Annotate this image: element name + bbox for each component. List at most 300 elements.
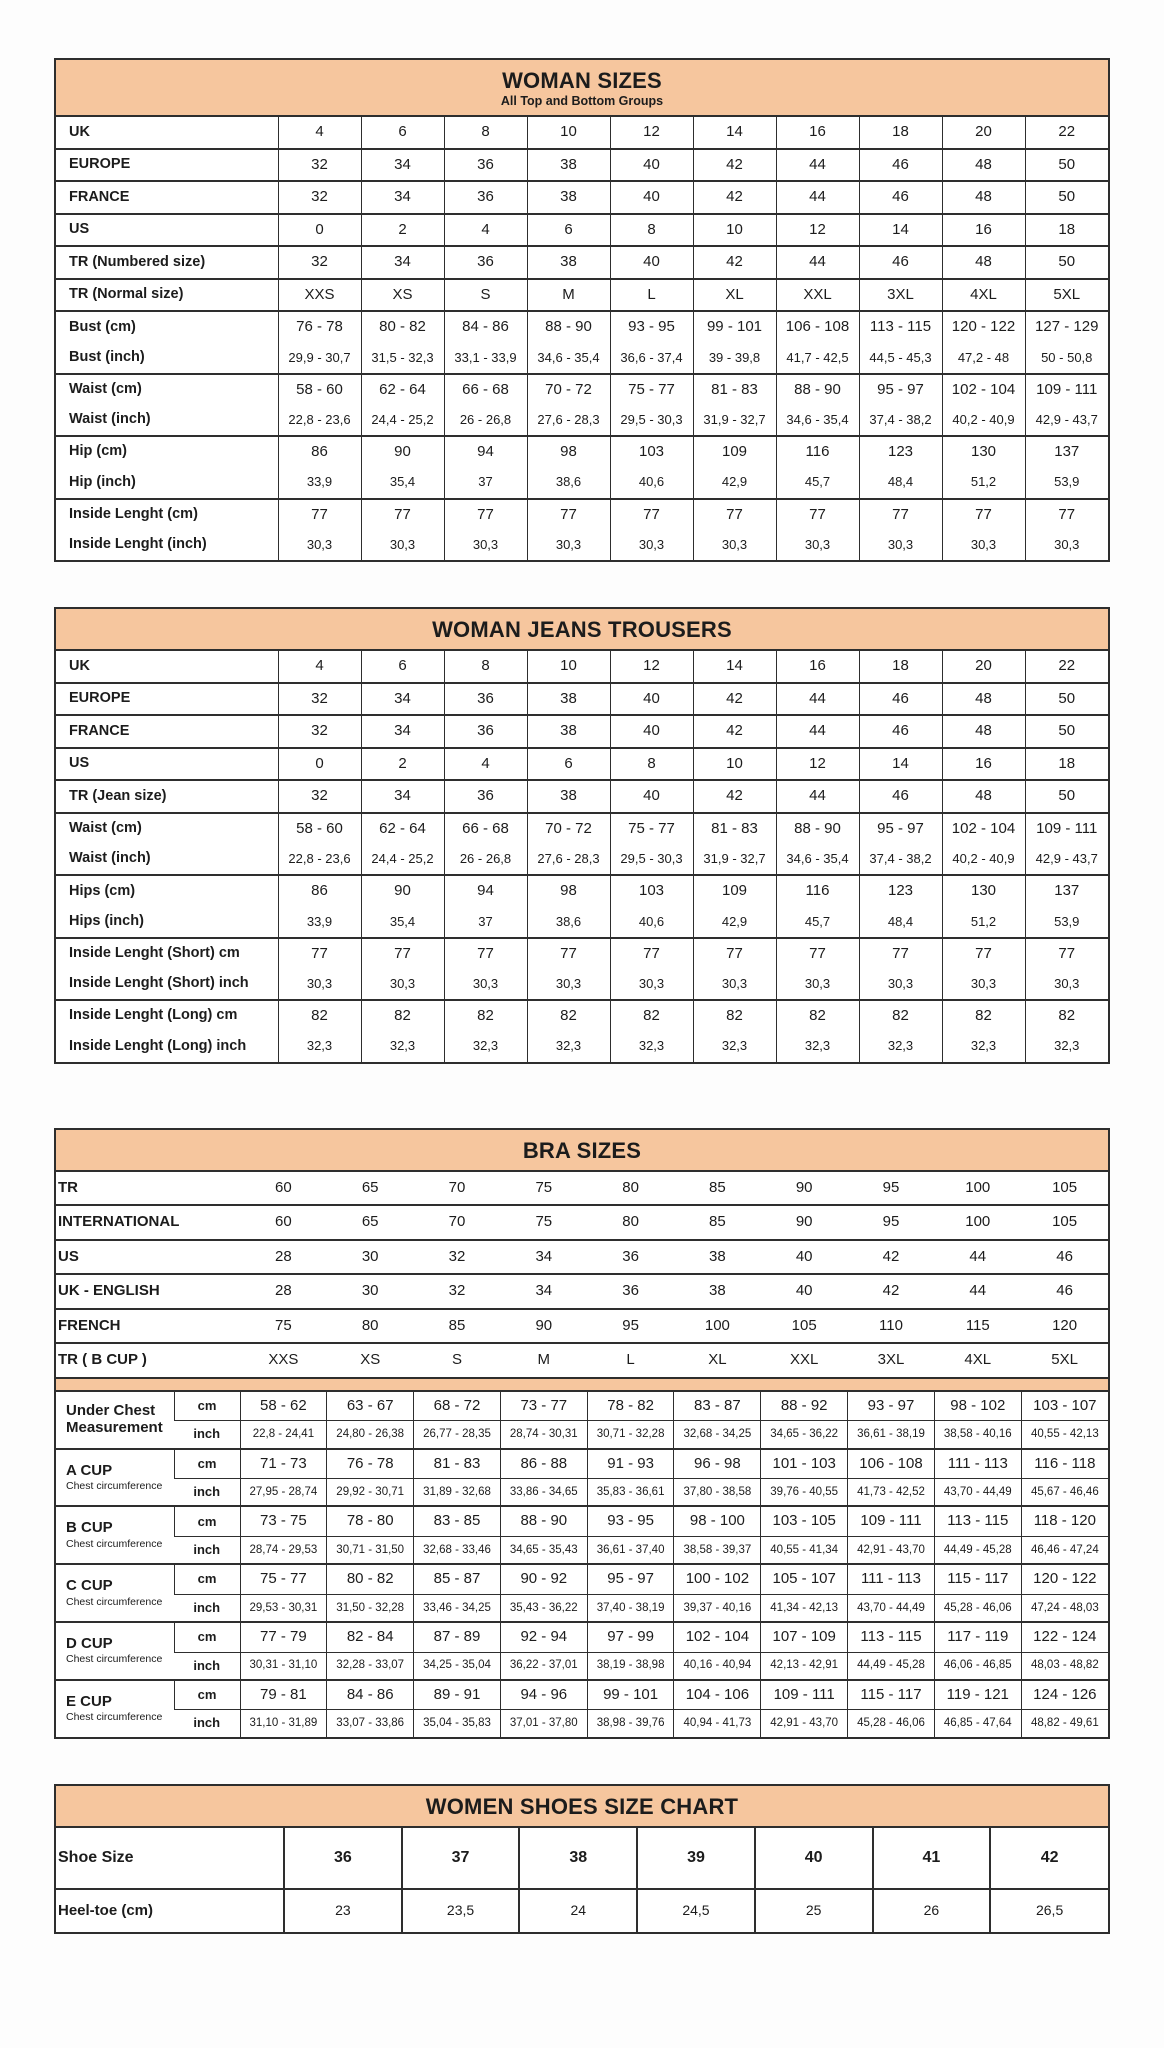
- size-cell: 18: [859, 117, 942, 149]
- size-cell: 38,19 - 38,98: [587, 1652, 674, 1680]
- size-cell: 98 - 100: [674, 1506, 761, 1536]
- size-cell: 86 - 88: [500, 1449, 587, 1479]
- size-cell: 12: [610, 651, 693, 683]
- table-row: [56, 181, 1108, 214]
- size-cell: 32: [278, 715, 361, 748]
- row-label: Bust (inch): [69, 348, 145, 365]
- size-cell: 42: [990, 1828, 1108, 1889]
- size-cell: 53,9: [1025, 907, 1108, 938]
- table-row: [56, 149, 1108, 182]
- size-cell: 87 - 89: [414, 1622, 501, 1652]
- size-cell: 34: [361, 715, 444, 748]
- size-cell: 65: [361, 1178, 379, 1196]
- size-cell: 32,3: [444, 1032, 527, 1062]
- size-cell: 44: [969, 1247, 987, 1265]
- row-label: US: [58, 1247, 79, 1265]
- size-cell: 34,65 - 36,22: [761, 1421, 848, 1449]
- row-label: US: [69, 221, 90, 238]
- size-cell: XXS: [268, 1351, 299, 1369]
- cup-label: [56, 1506, 174, 1564]
- size-cell: 66 - 68: [444, 813, 527, 845]
- size-cell: 24,5: [637, 1889, 755, 1933]
- size-cell: 14: [693, 651, 776, 683]
- size-cell: S: [451, 1351, 462, 1369]
- size-cell: 120 - 122: [942, 311, 1025, 343]
- size-cell: 71 - 73: [240, 1449, 327, 1479]
- size-cell: 30,3: [361, 530, 444, 560]
- size-cell: 30,3: [444, 530, 527, 560]
- size-cell: 40,6: [610, 468, 693, 499]
- size-cell: 77: [361, 499, 444, 531]
- size-cell: 111 - 113: [934, 1449, 1021, 1479]
- size-cell: 25: [755, 1889, 873, 1933]
- size-cell: 99 - 101: [587, 1680, 674, 1710]
- size-cell: 94 - 96: [500, 1680, 587, 1710]
- size-cell: 32: [278, 246, 361, 279]
- size-cell: 28: [275, 1282, 292, 1300]
- size-cell: 53,9: [1025, 468, 1108, 499]
- size-cell: 39,76 - 40,55: [761, 1479, 848, 1507]
- size-cell: 75: [535, 1178, 553, 1196]
- cup-subtitle: Chest circumference: [66, 1537, 163, 1550]
- size-cell: 42: [882, 1282, 900, 1300]
- size-cell: 40,55 - 42,13: [1021, 1421, 1108, 1449]
- table-row: [56, 875, 1108, 907]
- bra-header: [56, 1130, 1108, 1172]
- size-cell: 46: [859, 181, 942, 214]
- size-cell: 66 - 68: [444, 374, 527, 406]
- size-cell: 47,2 - 48: [942, 343, 1025, 374]
- size-cell: 4: [444, 214, 527, 247]
- table-row: [56, 1479, 1108, 1507]
- size-cell: 50: [1025, 780, 1108, 813]
- size-cell: 100: [965, 1213, 991, 1231]
- size-cell: 20: [942, 117, 1025, 149]
- size-cell: 18: [1025, 214, 1108, 247]
- size-cell: 34: [535, 1282, 553, 1300]
- jeans-section: [54, 607, 1110, 1064]
- size-cell: 75 - 77: [610, 374, 693, 406]
- size-cell: 32,3: [942, 1032, 1025, 1062]
- size-cell: 93 - 97: [848, 1392, 935, 1421]
- size-cell: 73 - 77: [500, 1392, 587, 1421]
- bra-top-grid: [56, 1172, 1108, 1377]
- unit-label: inch: [174, 1710, 240, 1737]
- size-cell: 22,8 - 24,41: [240, 1421, 327, 1449]
- size-cell: 77: [942, 938, 1025, 970]
- size-cell: 36: [444, 246, 527, 279]
- cup-subtitle: Chest circumference: [66, 1711, 163, 1724]
- table-row: [56, 813, 1108, 845]
- size-cell: 117 - 119: [934, 1622, 1021, 1652]
- size-cell: 10: [527, 651, 610, 683]
- size-cell: 24: [519, 1889, 637, 1933]
- size-cell: 37: [402, 1828, 520, 1889]
- size-cell: 26 - 26,8: [444, 405, 527, 436]
- row-label: UK - ENGLISH: [58, 1282, 160, 1300]
- size-cell: 36,22 - 37,01: [500, 1652, 587, 1680]
- size-cell: 127 - 129: [1025, 311, 1108, 343]
- size-cell: 81 - 83: [693, 374, 776, 406]
- table-row: [56, 214, 1108, 247]
- size-cell: 30,31 - 31,10: [240, 1652, 327, 1680]
- size-cell: 42,9: [693, 907, 776, 938]
- size-cell: 79 - 81: [240, 1680, 327, 1710]
- size-cell: 28: [275, 1247, 292, 1265]
- size-cell: 38,58 - 40,16: [934, 1421, 1021, 1449]
- size-cell: 42: [693, 715, 776, 748]
- size-cell: 122 - 124: [1021, 1622, 1108, 1652]
- size-cell: 44: [776, 181, 859, 214]
- size-cell: XXS: [278, 279, 361, 312]
- size-cell: L: [610, 279, 693, 312]
- size-cell: 103 - 107: [1021, 1392, 1108, 1421]
- size-cell: 137: [1025, 436, 1108, 468]
- size-cell: 42,9: [693, 468, 776, 499]
- size-cell: 50: [1025, 715, 1108, 748]
- shoes-header: [56, 1786, 1108, 1828]
- size-cell: 30,3: [859, 969, 942, 1000]
- size-cell: 38: [527, 149, 610, 182]
- size-cell: 8: [444, 117, 527, 149]
- size-cell: 26 - 26,8: [444, 844, 527, 875]
- size-cell: 33,86 - 34,65: [500, 1479, 587, 1507]
- unit-label: inch: [174, 1536, 240, 1564]
- cup-label: [56, 1449, 174, 1507]
- size-cell: 100: [965, 1178, 991, 1196]
- size-cell: 119 - 121: [934, 1680, 1021, 1710]
- size-cell: 75 - 77: [240, 1564, 327, 1594]
- size-cell: 90: [361, 436, 444, 468]
- size-cell: 44: [776, 683, 859, 716]
- size-cell: 130: [942, 875, 1025, 907]
- size-cell: L: [626, 1351, 635, 1369]
- size-cell: 77: [278, 499, 361, 531]
- unit-label: cm: [174, 1506, 240, 1536]
- size-cell: 38,98 - 39,76: [587, 1710, 674, 1737]
- size-cell: 103: [610, 436, 693, 468]
- size-cell: 46: [859, 780, 942, 813]
- size-cell: 90: [535, 1316, 553, 1334]
- size-cell: 77 - 79: [240, 1622, 327, 1652]
- size-cell: 105: [1052, 1178, 1078, 1196]
- size-cell: 98 - 102: [934, 1392, 1021, 1421]
- size-cell: 109 - 111: [1025, 813, 1108, 845]
- size-cell: 102 - 104: [942, 813, 1025, 845]
- size-cell: 28,74 - 30,31: [500, 1421, 587, 1449]
- size-cell: 10: [693, 748, 776, 781]
- size-cell: 82: [610, 1000, 693, 1032]
- size-cell: 32,3: [1025, 1032, 1108, 1062]
- table-row: [56, 1536, 1108, 1564]
- size-cell: 80 - 82: [361, 311, 444, 343]
- size-cell: 75 - 77: [610, 813, 693, 845]
- row-label: Heel-toe (cm): [58, 1901, 154, 1919]
- size-cell: 34,6 - 35,4: [776, 844, 859, 875]
- size-cell: 101 - 103: [761, 1449, 848, 1479]
- size-cell: 46,46 - 47,24: [1021, 1536, 1108, 1564]
- size-cell: 91 - 93: [587, 1449, 674, 1479]
- size-cell: 20: [942, 651, 1025, 683]
- size-cell: 18: [1025, 748, 1108, 781]
- size-cell: 95: [622, 1316, 639, 1334]
- size-cell: 35,4: [361, 468, 444, 499]
- size-cell: 41,34 - 42,13: [761, 1594, 848, 1622]
- table-row: [56, 468, 1108, 499]
- row-label: Waist (inch): [69, 850, 151, 867]
- size-cell: 44: [776, 149, 859, 182]
- size-cell: 58 - 60: [278, 374, 361, 406]
- size-cell: 32: [448, 1247, 466, 1265]
- size-cell: 45,7: [776, 468, 859, 499]
- size-cell: 3XL: [877, 1351, 905, 1369]
- size-cell: 42,9 - 43,7: [1025, 844, 1108, 875]
- size-cell: 48: [942, 715, 1025, 748]
- table-row: [56, 969, 1108, 1000]
- table-row: [56, 651, 1108, 683]
- size-cell: 68 - 72: [414, 1392, 501, 1421]
- size-cell: 77: [859, 499, 942, 531]
- size-cell: 22: [1025, 651, 1108, 683]
- size-cell: 2: [361, 214, 444, 247]
- size-cell: 0: [278, 748, 361, 781]
- size-cell: 123: [859, 875, 942, 907]
- size-cell: 18: [859, 651, 942, 683]
- size-cell: 82 - 84: [327, 1622, 414, 1652]
- size-cell: 37: [444, 907, 527, 938]
- size-cell: 14: [859, 748, 942, 781]
- size-cell: 26: [873, 1889, 991, 1933]
- size-cell: 77: [942, 499, 1025, 531]
- table-row: [56, 1506, 1108, 1536]
- size-cell: 81 - 83: [414, 1449, 501, 1479]
- cup-label: [56, 1392, 174, 1449]
- size-cell: 32,68 - 34,25: [674, 1421, 761, 1449]
- table-row: [56, 1710, 1108, 1737]
- size-cell: 30,3: [942, 530, 1025, 560]
- size-cell: 98: [527, 436, 610, 468]
- cup-name: B CUP: [66, 1519, 113, 1537]
- table-subtitle: All Top and Bottom Groups: [500, 94, 664, 109]
- size-cell: 48: [942, 683, 1025, 716]
- size-cell: 30: [361, 1247, 379, 1265]
- size-cell: 34,6 - 35,4: [527, 343, 610, 374]
- table-row: [56, 683, 1108, 716]
- size-cell: 2: [361, 748, 444, 781]
- table-row: [56, 499, 1108, 531]
- size-cell: 40,16 - 40,94: [674, 1652, 761, 1680]
- row-label: Bust (cm): [69, 318, 136, 335]
- size-cell: 4: [278, 651, 361, 683]
- size-cell: 46: [859, 149, 942, 182]
- size-cell: 24,80 - 26,38: [327, 1421, 414, 1449]
- size-cell: 38: [709, 1247, 726, 1265]
- size-cell: 31,5 - 32,3: [361, 343, 444, 374]
- table-title: WOMAN JEANS TROUSERS: [432, 617, 732, 643]
- size-cell: 36: [444, 715, 527, 748]
- size-cell: 45,28 - 46,06: [848, 1710, 935, 1737]
- size-cell: 6: [361, 117, 444, 149]
- size-cell: 76 - 78: [327, 1449, 414, 1479]
- size-cell: 80 - 82: [327, 1564, 414, 1594]
- table-row: [56, 1274, 1108, 1309]
- table-row: [56, 1421, 1108, 1449]
- size-cell: 36,61 - 38,19: [848, 1421, 935, 1449]
- size-cell: 110: [879, 1316, 903, 1334]
- unit-label: inch: [174, 1421, 240, 1449]
- size-cell: 24,4 - 25,2: [361, 844, 444, 875]
- size-cell: 118 - 120: [1021, 1506, 1108, 1536]
- size-cell: 24,4 - 25,2: [361, 405, 444, 436]
- row-label: US: [69, 755, 90, 772]
- size-cell: 50: [1025, 181, 1108, 214]
- shoes-grid: [56, 1828, 1108, 1932]
- size-cell: 77: [693, 499, 776, 531]
- size-cell: 113 - 115: [859, 311, 942, 343]
- size-cell: 93 - 95: [587, 1506, 674, 1536]
- size-cell: 37,01 - 37,80: [500, 1710, 587, 1737]
- size-cell: 4: [444, 748, 527, 781]
- size-cell: 29,9 - 30,7: [278, 343, 361, 374]
- size-cell: 4XL: [942, 279, 1025, 312]
- size-cell: 115 - 117: [848, 1680, 935, 1710]
- table-row: [56, 343, 1108, 374]
- size-cell: 62 - 64: [361, 813, 444, 845]
- table-row: [56, 748, 1108, 781]
- size-cell: 63 - 67: [327, 1392, 414, 1421]
- size-cell: 75: [275, 1316, 292, 1334]
- size-cell: 82: [527, 1000, 610, 1032]
- size-cell: 84 - 86: [327, 1680, 414, 1710]
- size-cell: 88 - 90: [500, 1506, 587, 1536]
- size-cell: 95: [882, 1213, 900, 1231]
- size-cell: 46: [859, 246, 942, 279]
- table-row: [56, 1828, 1108, 1889]
- woman-sizes-grid: [56, 117, 1108, 560]
- size-cell: 30,71 - 32,28: [587, 1421, 674, 1449]
- size-cell: 5XL: [1051, 1351, 1078, 1369]
- woman-sizes-header: [56, 60, 1108, 117]
- size-cell: 32,3: [693, 1032, 776, 1062]
- size-cell: 27,6 - 28,3: [527, 405, 610, 436]
- size-cell: 31,9 - 32,7: [693, 844, 776, 875]
- size-cell: 84 - 86: [444, 311, 527, 343]
- size-cell: 103: [610, 875, 693, 907]
- woman-sizes-section: [54, 58, 1110, 562]
- size-cell: 30,3: [776, 969, 859, 1000]
- table-row: [56, 1594, 1108, 1622]
- size-cell: 116 - 118: [1021, 1449, 1108, 1479]
- size-cell: 90: [361, 875, 444, 907]
- size-cell: 94: [444, 875, 527, 907]
- size-cell: 123: [859, 436, 942, 468]
- size-cell: 103 - 105: [761, 1506, 848, 1536]
- size-cell: 22,8 - 23,6: [278, 844, 361, 875]
- unit-label: cm: [174, 1622, 240, 1652]
- size-cell: 77: [693, 938, 776, 970]
- size-cell: 105 - 107: [761, 1564, 848, 1594]
- size-cell: 38,6: [527, 468, 610, 499]
- row-label: Waist (cm): [69, 820, 142, 837]
- size-cell: 33,1 - 33,9: [444, 343, 527, 374]
- size-cell: 43,70 - 44,49: [934, 1479, 1021, 1507]
- size-cell: 77: [444, 938, 527, 970]
- size-cell: 30,3: [610, 969, 693, 1000]
- size-cell: 36: [444, 780, 527, 813]
- size-cell: 92 - 94: [500, 1622, 587, 1652]
- size-cell: 51,2: [942, 907, 1025, 938]
- shoes-section: [54, 1784, 1110, 1934]
- size-cell: 109 - 111: [1025, 374, 1108, 406]
- size-cell: 104 - 106: [674, 1680, 761, 1710]
- size-cell: 41: [873, 1828, 991, 1889]
- table-row: [56, 374, 1108, 406]
- size-cell: 46: [1056, 1247, 1073, 1265]
- size-cell: 31,50 - 32,28: [327, 1594, 414, 1622]
- row-label: Inside Lenght (Short) inch: [69, 975, 249, 992]
- size-cell: 34: [361, 181, 444, 214]
- size-cell: 35,04 - 35,83: [414, 1710, 501, 1737]
- size-cell: 38: [527, 181, 610, 214]
- size-cell: M: [537, 1351, 551, 1369]
- size-cell: 34: [535, 1247, 553, 1265]
- size-cell: 29,92 - 30,71: [327, 1479, 414, 1507]
- size-cell: 34,25 - 35,04: [414, 1652, 501, 1680]
- size-cell: 30,3: [527, 969, 610, 1000]
- size-cell: 23,5: [402, 1889, 520, 1933]
- size-cell: 77: [776, 499, 859, 531]
- size-cell: 77: [610, 499, 693, 531]
- size-cell: 12: [610, 117, 693, 149]
- unit-label: inch: [174, 1479, 240, 1507]
- size-cell: 4: [278, 117, 361, 149]
- size-cell: 77: [278, 938, 361, 970]
- size-cell: 40,2 - 40,9: [942, 844, 1025, 875]
- size-cell: 98: [527, 875, 610, 907]
- size-cell: 32,3: [776, 1032, 859, 1062]
- size-cell: 12: [776, 214, 859, 247]
- size-cell: 81 - 83: [693, 813, 776, 845]
- size-cell: 77: [527, 938, 610, 970]
- table-row: [56, 117, 1108, 149]
- size-cell: 38: [527, 715, 610, 748]
- size-cell: 42: [693, 683, 776, 716]
- row-label: TR (Numbered size): [69, 253, 206, 270]
- size-cell: 73 - 75: [240, 1506, 327, 1536]
- size-cell: 32: [278, 181, 361, 214]
- size-cell: 34: [361, 149, 444, 182]
- size-cell: 38,58 - 39,37: [674, 1536, 761, 1564]
- size-cell: 88 - 90: [776, 813, 859, 845]
- size-cell: 10: [527, 117, 610, 149]
- size-cell: 33,9: [278, 468, 361, 499]
- table-row: [56, 1205, 1108, 1240]
- size-cell: 109 - 111: [761, 1680, 848, 1710]
- size-cell: 34: [361, 683, 444, 716]
- size-cell: 40: [610, 181, 693, 214]
- size-cell: 16: [942, 214, 1025, 247]
- size-cell: XL: [708, 1351, 727, 1369]
- size-cell: 60: [275, 1213, 292, 1231]
- size-cell: 30,3: [859, 530, 942, 560]
- size-cell: 30,3: [1025, 969, 1108, 1000]
- size-cell: 30,3: [942, 969, 1025, 1000]
- size-cell: 97 - 99: [587, 1622, 674, 1652]
- size-cell: 38: [709, 1282, 726, 1300]
- size-cell: 30,71 - 31,50: [327, 1536, 414, 1564]
- size-cell: 32: [278, 780, 361, 813]
- table-row: [56, 1000, 1108, 1032]
